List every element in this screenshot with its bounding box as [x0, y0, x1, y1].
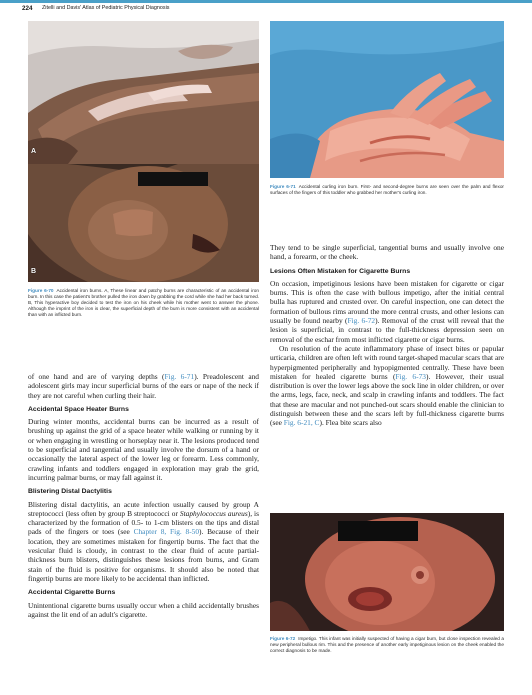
impetigo-photo-icon: [270, 513, 504, 631]
hand-burn-photo-icon: [270, 21, 504, 178]
figure-6-71-caption: [270, 184, 504, 196]
panel-label-b: B: [31, 268, 37, 275]
figure-6-71-caption-text: Accidental curling iron burn. First- and second-degree burns are seen over the palm and flexor surfaces of the fingers of this toddler who grabbed her mother's curling iron.: [270, 184, 504, 196]
left-paragraph-3: Blistering distal dactylitis, an acute infection usually caused by group A streptococci (less often by group B streptococci or Staphylococcus aureus), is characterized by the formation of 0.5- to 1-cm blisters on the tips and distal pads of the fingers or toes (see Chapter 8, Fig. 8-50). Because of their location, they are sometimes mistaken for fingertip burns. The fact that the vesicular fluid is cloudy, in contrast to the clear fluid of acute partial-thickness burn blisters, distinguishes these lesions from burns, and Gram stain of the fluid is positive for organisms. It should also be noted that fingertip burns are more likely to be accidental than inflicted.: [28, 499, 259, 583]
ref-fig-6-73[interactable]: Fig. 6-73: [395, 371, 426, 381]
figure-6-70-photo-a: [28, 21, 259, 164]
running-head: Zitelli and Davis' Atlas of Pediatric Physical Diagnosis: [42, 5, 170, 11]
left-paragraph-1: of one hand and are of varying depths (Fig. 6-71). Preadolescent and adolescent girls may incur superficial burns of the ears or nape of the neck if they are not careful when curling their hair.: [28, 372, 259, 400]
right-column: [270, 243, 504, 428]
right-paragraph-2: On occasion, impetiginous lesions have been mistaken for cigarette or cigar burns. This is often the case with bullous impetigo, after the initial central bulla has ruptured and crusted over. On careful inspection, one can detect the formation of bullous rims around the more central crusts, and other lesions can usually be found nearby (Fig. 6-72). Removal of the crust will reveal that the lesion is superficial, in contrast to the full-thickness depression seen on removal of the eschar from most inflicted cigarette or cigar burns.: [270, 278, 505, 344]
figure-6-70-label: Figure 6-70: [28, 288, 54, 293]
page-number: 224: [22, 5, 33, 12]
right-paragraph-1: They tend to be single superficial, tangential burns and usually involve one hand, a forearm, or the cheek.: [270, 243, 504, 262]
figure-6-71-photo: [270, 21, 504, 178]
figure-6-70-caption: [28, 288, 259, 318]
right-paragraph-3: On resolution of the acute inflammatory phase of insect bites or papular urticaria, children are often left with round target-shaped macular scars that are hyperpigmented peripherally and hypopigmented centrally. These have been mistaken for healed cigarette burns (Fig. 6-73). However, their usual distribution is over the lower legs above the sock line in older children, or over the arms, legs, face, neck, and scalp in crawling infants and toddlers. The fact that these are macular and not punched-out scars should enable the clinician to distinguish between these and the scars left by full-thickness cigarette burns (see Fig. 6-21, C). Flea bite scars also: [270, 343, 504, 428]
left-column: [28, 372, 259, 619]
heading-space-heater-burns: Accidental Space Heater Burns: [28, 405, 129, 413]
figure-6-71-label: Figure 6-71: [270, 184, 296, 189]
heading-lesions-mistaken: Lesions Often Mistaken for Cigarette Burns: [270, 267, 411, 275]
figure-6-70-photo-b: [28, 164, 259, 282]
panel-label-a: A: [31, 148, 37, 155]
left-paragraph-4: Unintentional cigarette burns usually occur when a child accidentally brushes against the lit end of an adult's cigarette.: [28, 600, 259, 619]
figure-6-72-label: Figure 6-72: [270, 636, 296, 641]
figure-6-72-caption-text: Impetigo. This infant was initially suspected of having a cigar burn, but close inspection revealed a new peripheral bullous rim. This and the presence of another early impetiginous lesion on the cheek enabled the correct diagnosis to be made.: [270, 636, 504, 654]
figure-6-72-caption: [270, 636, 504, 654]
ref-fig-6-72[interactable]: Fig. 6-72: [347, 316, 376, 326]
left-paragraph-2: During winter months, accidental burns can be incurred as a result of brushing up against the grid of a space heater while walking or running by it or when engaging in wrestling or horseplay near it. The lesions produced tend to be superficial and tangential and usually involve the dorsum of a hand or occasionally the lateral aspect of the lower leg or forearm. Less commonly, crawling infants and toddlers engaged in exploration may grab the grid, incurring palmar burns, or may fall against it.: [28, 417, 259, 482]
ref-fig-6-21c[interactable]: Fig. 6-21, C: [283, 418, 320, 428]
arm-burn-photo-icon: [28, 21, 259, 164]
figure-6-70-caption-text: Accidental iron burns. A, These linear and patchy burns are characteristic of an accidental iron burn. In this case the patient's brother pulled the iron down by grabbing the cord while she had her back turned. B, This hyperactive boy decided to test the iron on his cheek while his mother went to answer the phone. Although the imprint of the iron is clear, the superficial depth of the burn is more consistent with an accidental than with an inflicted burn.: [28, 288, 259, 318]
cheek-burn-photo-icon: [28, 164, 259, 282]
heading-cigarette-burns: Accidental Cigarette Burns: [28, 589, 116, 597]
header-accent-bar: [0, 0, 532, 3]
heading-blistering-dactylitis: Blistering Distal Dactylitis: [28, 488, 112, 496]
page-header: [0, 0, 532, 18]
figure-6-72-photo: [270, 513, 504, 631]
ref-chapter-8-fig-8-50[interactable]: Chapter 8, Fig. 8-50: [133, 527, 200, 537]
ref-fig-6-71[interactable]: Fig. 6-71: [164, 372, 195, 381]
